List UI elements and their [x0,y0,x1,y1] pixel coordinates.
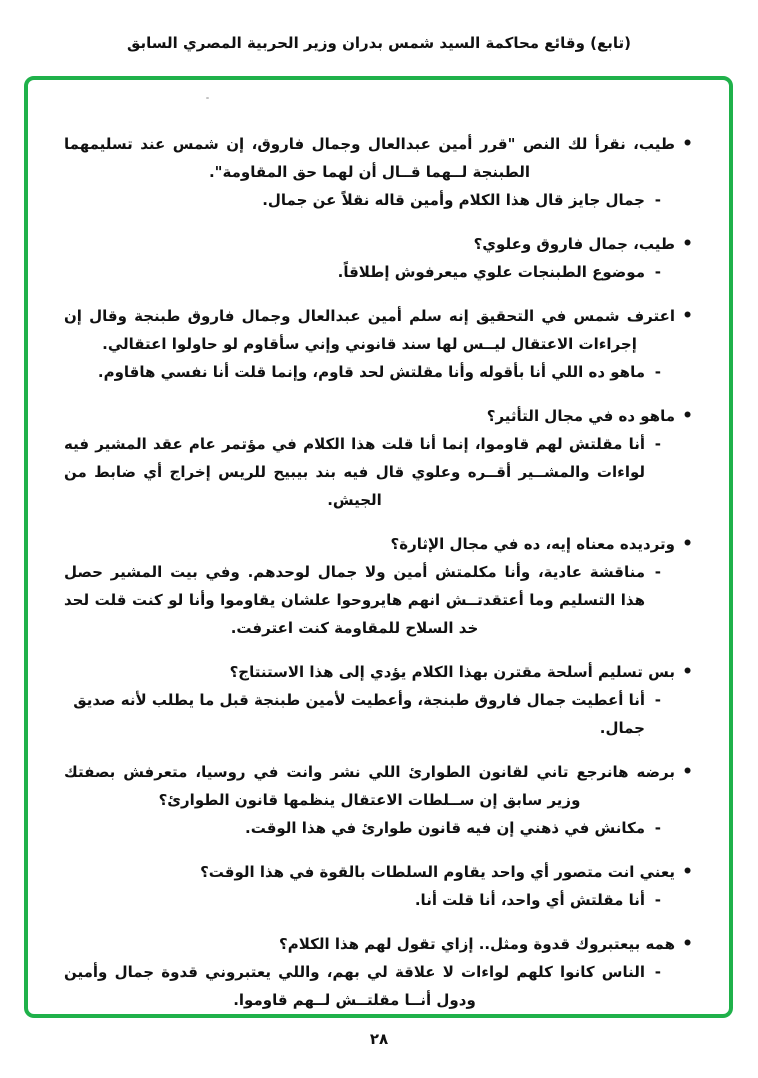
answer-text: موضوع الطبنجات علوي ميعرفوش إطلاقاً. [337,263,645,281]
dash-icon: - [654,891,661,909]
qa-item [64,530,693,642]
green-border-frame [24,76,733,1018]
answer-text: أنا أعطيت جمال فاروق طبنجة، وأعطيت لأمين طبنجة قبل ما يطلب لأنه صديق جمال. [73,691,645,737]
dash-icon: - [654,563,661,581]
qa-item [64,230,693,286]
question-row [64,758,693,814]
question-text: برضه هانرجع تاني لقانون الطوارئ اللي نشر وانت في روسيا، متعرفش بصفتك وزير سابق إن ســلطات الاعتقال ينظمها قانون الطوارئ؟ [64,763,675,809]
question-text: طيب، جمال فاروق وعلوي؟ [473,235,675,253]
qa-item [64,758,693,842]
qa-item [64,302,693,386]
question-row [64,930,693,958]
answer-row [64,886,693,914]
qa-item [64,658,693,742]
question-text: ماهو ده في مجال التأثير؟ [486,407,675,425]
qa-item [64,858,693,914]
answer-row [64,358,693,386]
answer-text: مكانش في ذهني إن فيه قانون طوارئ في هذا الوقت. [245,819,645,837]
bullet-icon: • [682,662,693,682]
question-row [64,658,693,686]
question-text: وترديده معناه إيه، ده في مجال الإثارة؟ [390,535,675,553]
answer-row [64,958,693,1014]
page-header-title: (تابع) وقائع محاكمة السيد شمس بدران وزير الحربية المصري السابق [126,34,632,52]
answer-text: الناس كانوا كلهم لواءات لا علاقة لي بهم، واللي يعتبروني قدوة جمال وأمين ودول أنــا مقلتــش لــهم قاوموا. [64,963,645,1009]
answer-row [64,814,693,842]
bullet-icon: • [682,862,693,882]
dash-icon: - [654,435,661,453]
dash-icon: - [654,819,661,837]
answer-text: جمال جايز قال هذا الكلام وأمين قاله نقلاً عن جمال. [262,191,645,209]
question-row [64,302,693,358]
dash-icon: - [654,963,661,981]
answer-row [64,558,693,642]
bullet-icon: • [682,134,693,154]
bullet-icon: • [682,406,693,426]
dash-icon: - [654,263,661,281]
dash-icon: - [654,191,661,209]
question-row [64,530,693,558]
qa-item [64,402,693,514]
dialogue-transcript [64,130,693,1018]
answer-row [64,186,693,214]
question-text: بس تسليم أسلحة مقترن بهذا الكلام يؤدي إلى هذا الاستنتاج؟ [229,663,675,681]
question-text: اعترف شمس في التحقيق إنه سلم أمين عبدالعال وجمال فاروق طبنجة وقال إن إجراءات الاعتقال ليــس لها سند قانوني وإني سأقاوم لو حاولوا اعتقالي. [64,307,675,353]
question-row [64,230,693,258]
answer-row [64,686,693,742]
answer-row [64,258,693,286]
question-row [64,858,693,886]
qa-item [64,930,693,1014]
bullet-icon: • [682,762,693,782]
bullet-icon: • [682,534,693,554]
answer-text: أنا مقلتش أي واحد، أنا قلت أنا. [414,891,645,909]
bullet-icon: • [682,306,693,326]
bullet-icon: • [682,934,693,954]
answer-row [64,430,693,514]
question-text: طيب، نقرأ لك النص "قرر أمين عبدالعال وجمال فاروق، إن شمس عند تسليمهما الطبنجة لــهما قــال أن لهما حق المقاومة". [64,135,675,181]
answer-text: ماهو ده اللي أنا بأقوله وأنا مقلتش لحد قاوم، وإنما قلت أنا نفسي هاقاوم. [97,363,645,381]
question-row [64,402,693,430]
question-text: همه بيعتبروك قدوة ومثل.. إزاي تقول لهم هذا الكلام؟ [279,935,675,953]
question-row [64,130,693,186]
page-number: ٢٨ [369,1030,389,1048]
answer-text: أنا مقلتش لهم قاوموا، إنما أنا قلت هذا الكلام في مؤتمر عام عقد المشير فيه لواءات والمشــير أقــره وعلوي قال فيه بند بيبيح للريس إخراج أي ضابط من الجيش. [64,435,645,509]
question-text: يعني انت متصور أي واحد يقاوم السلطات بالقوة في هذا الوقت؟ [200,863,675,881]
bullet-icon: • [682,234,693,254]
dash-icon: - [654,691,661,709]
qa-item [64,130,693,214]
answer-text: مناقشة عادية، وأنا مكلمتش أمين ولا جمال لوحدهم. وفي بيت المشير حصل هذا التسليم وما أعتقدتــش انهم هايروحوا علشان يقاوموا وأنا لو كنت قلت لحد خد السلاح للمقاومة كنت اعترفت. [64,563,645,637]
dash-icon: - [654,363,661,381]
